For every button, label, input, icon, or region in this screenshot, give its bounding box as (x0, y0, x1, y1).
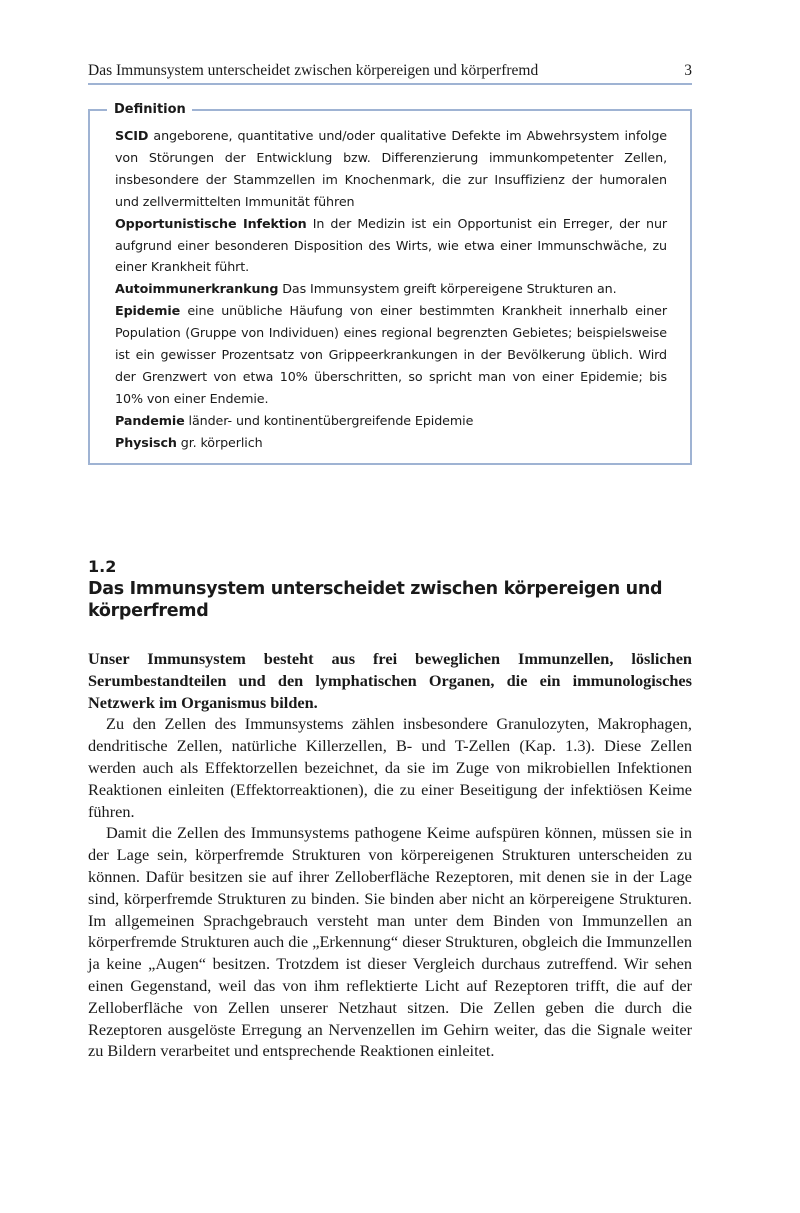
definition-term: Physisch (115, 434, 177, 450)
definition-text: länder- und kontinentübergreifende Epidemie (184, 412, 474, 428)
definition-entry-pandemie (115, 410, 667, 432)
lead-paragraph: Unser Immunsystem besteht aus frei beweglichen Immunzellen, löslichen Serumbestandteilen und den lymphatischen Organen, die ein immunologisches Netzwerk im Organismus bilden. (88, 649, 692, 712)
header-rule (88, 83, 692, 85)
definition-entry-autoimmunerkrankung (115, 278, 667, 300)
definition-text: eine unübliche Häufung von einer bestimmten Krankheit innerhalb einer Population (Gruppe von Individuen) eines regional begrenzten Gebietes; beispielsweise ist ein gewisser Prozentsatz von Grippeerkrankungen in der Bevölkerung üblich. Wird der Grenzwert von etwa 10% überschritten, so spricht man von einer Epidemie; bis 10% von einer Endemie. (115, 303, 667, 406)
definition-term: SCID (115, 128, 149, 143)
page-number: 3 (684, 62, 692, 79)
definition-term: Pandemie (115, 412, 185, 428)
definition-term: Autoimmunerkrankung (115, 281, 279, 297)
definition-text: angeborene, quantitative und/oder qualitative Defekte im Abwehrsystem infolge von Störungen der Entwicklung bzw. Differenzierung immunkompetenter Zellen, insbesondere der Stammzellen im Knochenmark, die zur Insuffizienz der humoralen und zellvermittelten Immunität führen (115, 128, 667, 209)
body-paragraph: Damit die Zellen des Immunsystems pathogene Keime aufspüren können, müssen sie in der Lage sein, körperfremde Strukturen von körpereigenen Strukturen unterscheiden zu können. Dafür besitzen sie auf ihrer Zelloberfläche Rezeptoren, mit denen sie in der Lage sind, körperfremde Strukturen zu binden. Sie binden aber nicht an körpereigene Strukturen. Im allgemeinen Sprachgebrauch versteht man unter dem Binden von Immunzellen an körperfremde Strukturen auch die „Erkennung“ dieser Strukturen, obgleich die Immunzellen ja keine „Augen“ besitzen. Trotzdem ist dieser Vergleich durchaus zutreffend. Wir sehen einen Gegenstand, weil das von ihm reflektierte Licht auf Rezeptoren trifft, die auf der Zelloberfläche von Zellen unserer Netzhaut sitzen. Die Zellen geben die durch die Rezeptoren ausgelöste Erregung an Nervenzellen im Gehirn weiter, das die Signale weiter zu Bildern verarbeitet und entsprechende Reaktionen einleitet. (88, 823, 693, 1061)
section-number: 1.2 (88, 557, 117, 576)
definition-box-title: Definition (107, 100, 192, 120)
definition-entry-opportunistische-infektion (115, 213, 667, 279)
body-paragraph: Zu den Zellen des Immunsystems zählen insbesondere Granulozyten, Makrophagen, dendritische Zellen, natürliche Killerzellen, B- und T-Zellen (Kap. 1.3). Diese Zellen werden auch als Effektorzellen bezeichnet, da sie im Zuge von mikrobiellen Infektionen Reaktionen einleiten (Effektorreaktionen), die zu einer Beseitigung der infektiösen Keime führen. (88, 714, 692, 821)
body-text (88, 648, 692, 1062)
running-head-title: Das Immunsystem unterscheidet zwischen körpereigen und körperfremd (88, 62, 539, 79)
definition-term: Epidemie (115, 303, 181, 319)
section-heading: Das Immunsystem unterscheidet zwischen körpereigen und körperfremd (88, 579, 663, 621)
definition-term: Opportunistische Infektion (115, 215, 307, 231)
definition-entry-scid (115, 125, 667, 213)
definition-entry-physisch (115, 432, 667, 454)
definition-box (88, 102, 692, 465)
definition-list (115, 125, 667, 454)
definition-entry-epidemie (115, 300, 667, 410)
definition-text: In der Medizin ist ein Opportunist ein Erreger, der nur aufgrund einer besonderen Disposition des Wirts, wie etwa einer Immunschwäche, zu einer Krankheit führt. (115, 215, 667, 275)
definition-text: Das Immunsystem greift körpereigene Strukturen an. (278, 281, 617, 297)
definition-text: gr. körperlich (176, 434, 263, 450)
